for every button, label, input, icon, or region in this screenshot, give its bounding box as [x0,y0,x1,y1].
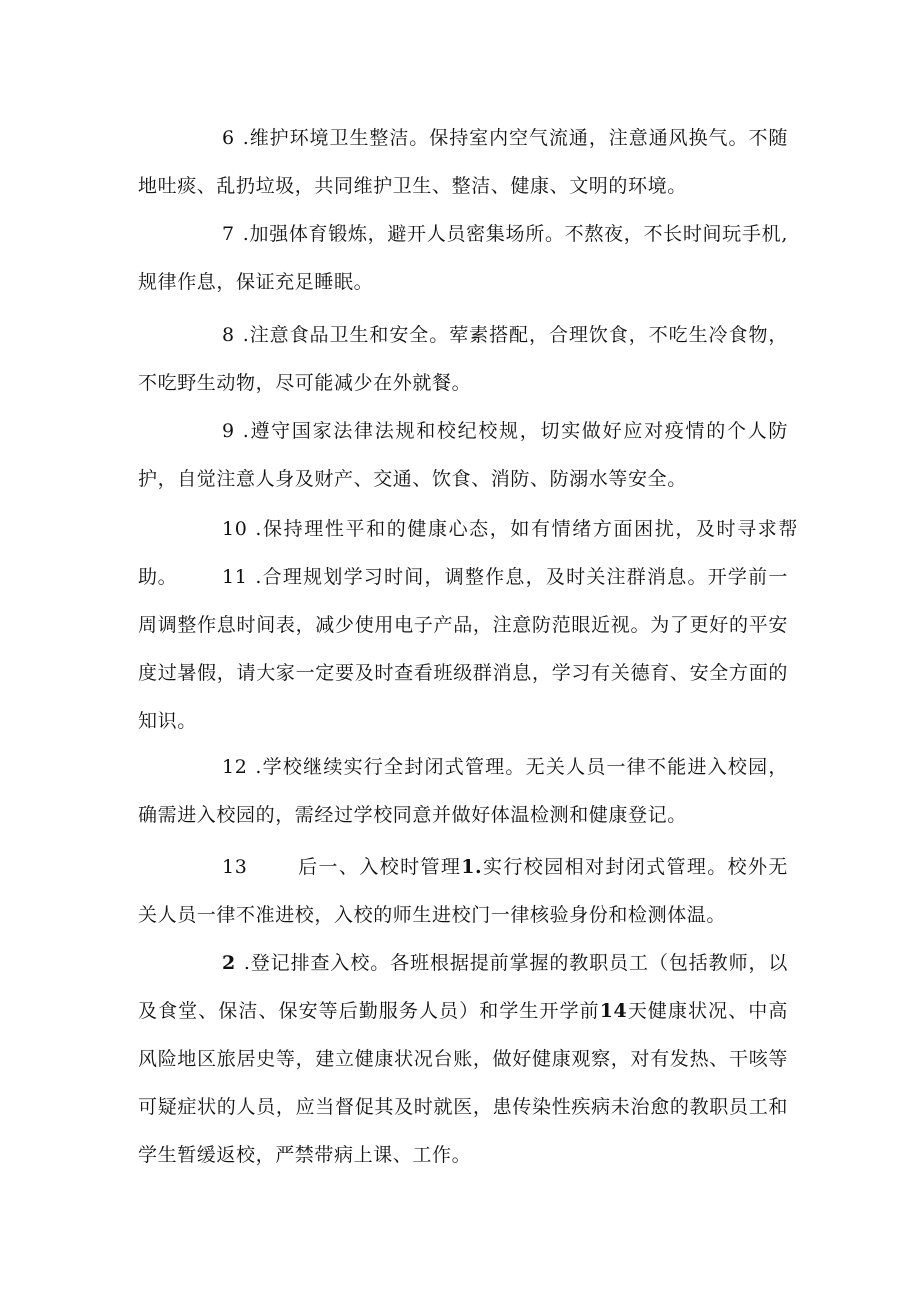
paragraph-number: 12 [222,756,248,778]
paragraph-text: .遵守国家法律法规和校纪校规，切实做好应对疫情的个人防护，自觉注意人身及财产、交通、饮食、消防、防溺水等安全。 [138,420,788,490]
paragraph-text: .登记排查入校。各班根据提前掌握的教职员工（包括教师，以及食堂、保洁、保安等后勤服务人员）和学生开学前 [138,952,788,1022]
paragraph-text: .合理规划学习时间，调整作息，及时关注群消息。开学前一周调整作息时间表，减少使用电子产品，注意防范眼近视。为了更好的平安度过暑假，请大家一定要及时查看班级群消息，学习有关德育、安全方面的知识。 [138,566,788,732]
paragraph-13 [138,843,788,939]
paragraph-9 [138,407,788,503]
paragraph-11 [138,553,788,745]
days-number: 14 [599,1000,628,1022]
paragraph-text: 实行校园相对封闭式管理。校外无关人员一律不准进校，入校的师生进校门一律核验身份和检测体温。 [138,856,788,926]
paragraph-text: .学校继续实行全封闭式管理。无关人员一律不能进入校园，确需进入校园的，需经过学校同意并做好体温检测和健康登记。 [138,756,788,826]
paragraph-12 [138,743,788,839]
paragraph-text: .注意食品卫生和安全。荤素搭配，合理饮食，不吃生冷食物，不吃野生动物，尽可能减少在外就餐。 [138,324,788,394]
paragraph-number: 9 [222,420,235,442]
paragraph-text: .加强体育锻炼，避开人员密集场所。不熬夜，不长时间玩手机,规律作息，保证充足睡眠。 [138,223,788,293]
paragraph-number: 2 [222,952,236,974]
paragraph-number: 6 [222,127,235,149]
paragraph-number: 11 [222,566,248,588]
paragraph-number: 13 [222,856,248,878]
paragraph-6 [138,114,788,210]
paragraph-text: .保持理性平和的健康心态，如有情绪方面困扰，及时寻求帮助。 [138,518,798,588]
paragraph-number: 8 [222,324,235,346]
item-number: 1. [461,856,483,878]
paragraph-2 [138,939,788,1179]
paragraph-8 [138,311,788,407]
paragraph-number: 10 [222,518,248,540]
paragraph-7 [138,210,788,306]
paragraph-text: .维护环境卫生整洁。保持室内空气流通，注意通风换气。不随地吐痰、乱扔垃圾，共同维护卫生、整洁、健康、文明的环境。 [138,127,788,197]
section-heading: 后一、入校时管理 [297,856,462,878]
paragraph-number: 7 [222,223,235,245]
paragraph-text-continued: 天健康状况、中高风险地区旅居史等，建立健康状况台账，做好健康观察，对有发热、干咳等可疑症状的人员，应当督促其及时就医，患传染性疾病未治愈的教职员工和学生暂缓返校，严禁带病上课、工作。 [138,1000,788,1166]
